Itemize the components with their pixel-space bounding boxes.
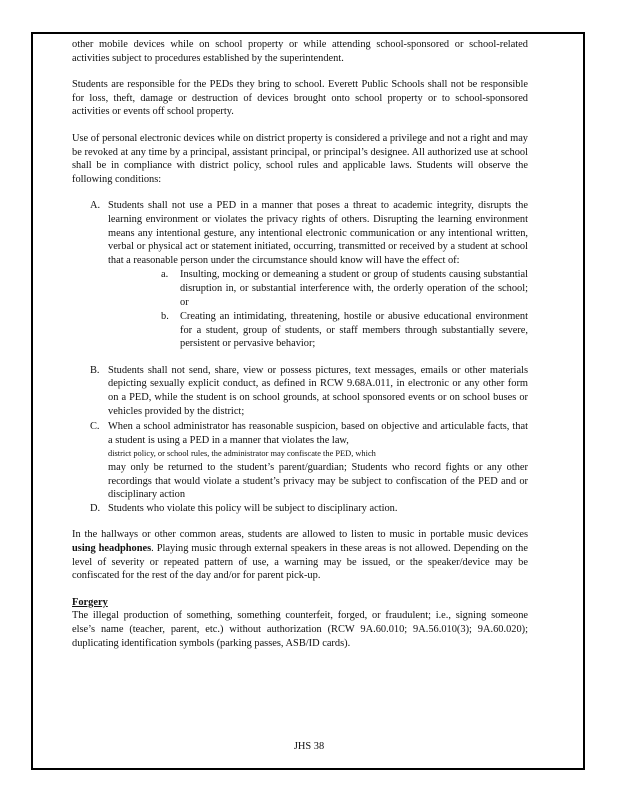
subcondition-a: [144, 268, 528, 309]
forgery-paragraph: The illegal production of something, something counterfeit, forged, or fraudulent; i.e., signing someone else’s name (teacher, parent, etc.) without authorization (RCW 9A.60.010; 9A.56.010(3); 9A.60.020); duplicating identification symbols (parking passes, ASB/ID cards).: [72, 610, 528, 649]
subcondition-text: Creating an intimidating, threatening, hostile or abusive educational environment for a student, group of students, or staff members through substantially severe, persistent or pervasive behavior;: [180, 311, 528, 350]
page-footer: JHS 38: [293, 741, 325, 752]
condition-text-continued: may only be returned to the student’s parent/guardian; Students who record fights or any other recordings that would violate a student’s privacy may be subject to confiscation of the PED and or disciplinary action: [108, 462, 528, 501]
condition-marker: B.: [90, 364, 100, 376]
subcondition-marker: a.: [161, 269, 169, 281]
music-text-before: In the hallways or other common areas, students are allowed to listen to music in portable music devices: [72, 529, 528, 541]
page-body: [72, 38, 528, 650]
intro-continued-paragraph: other mobile devices while on school property or while attending school-sponsored or school-related activities subject to procedures established by the superintendent.: [72, 39, 528, 64]
condition-text: Students who violate this policy will be subject to disciplinary action.: [108, 502, 398, 514]
condition-marker: C.: [90, 421, 100, 433]
condition-marker: D.: [90, 502, 101, 514]
condition-text-small: district policy, or school rules, the administrator may confiscate the PED, which: [108, 449, 376, 459]
subcondition-b: [144, 310, 528, 351]
forgery-heading: Forgery: [72, 596, 108, 608]
condition-b: [72, 364, 528, 418]
condition-c: [72, 420, 528, 502]
privilege-paragraph: Use of personal electronic devices while on district property is considered a privilege and not a right and may be revoked at any time by a principal, assistant principal, or principal’s designee. All authorized use at school shall be in compliance with district policy, school rules and applicable laws. Students will observe the following conditions:: [72, 132, 528, 185]
condition-marker: A.: [90, 200, 101, 212]
condition-text: Students shall not use a PED in a manner that poses a threat to academic integrity, disrupts the learning environment or violates the privacy rights of others. Disrupting the learning environment means any intentional gesture, any intentional electronic communication or any intentional written, verbal or physical act or statement initiated, occurring, transmitted or received by a student at school that a reasonable person under the circumstance should know will have the effect of:: [108, 200, 528, 266]
subcondition-text: Insulting, mocking or demeaning a student or group of students causing substantial disruption in, or substantial interference with, the orderly operation of the school; or: [180, 269, 528, 308]
condition-d: [72, 502, 528, 516]
condition-text: Students shall not send, share, view or possess pictures, text messages, emails or other materials depicting sexually explicit conduct, as defined in RCW 9.68A.011, in electronic or any other form on a PED, while the student is on school grounds, at school sponsored events or on school buses or vehicles provided by the district;: [108, 364, 528, 417]
music-text-bold: using headphones: [72, 543, 152, 554]
responsibility-paragraph: Students are responsible for the PEDs they bring to school. Everett Public Schools shall not be responsible for loss, theft, damage or destruction of devices brought onto school property or to school-sponsored activities or events off school property.: [72, 79, 528, 118]
condition-a: [72, 199, 528, 351]
subcondition-marker: b.: [161, 311, 169, 323]
conditions-list: [72, 199, 528, 515]
music-text-after: . Playing music through external speakers in these areas is not allowed. Depending on the level of severity or repeated pattern of use, a warning may be issued, or the speaker/device may be confiscated for the rest of the day and/or for parent pick-up.: [72, 543, 528, 582]
condition-text: When a school administrator has reasonable suspicion, based on objective and articulable facts, that a student is using a PED in a manner that violates the law,: [108, 421, 528, 446]
music-paragraph: [72, 528, 528, 582]
